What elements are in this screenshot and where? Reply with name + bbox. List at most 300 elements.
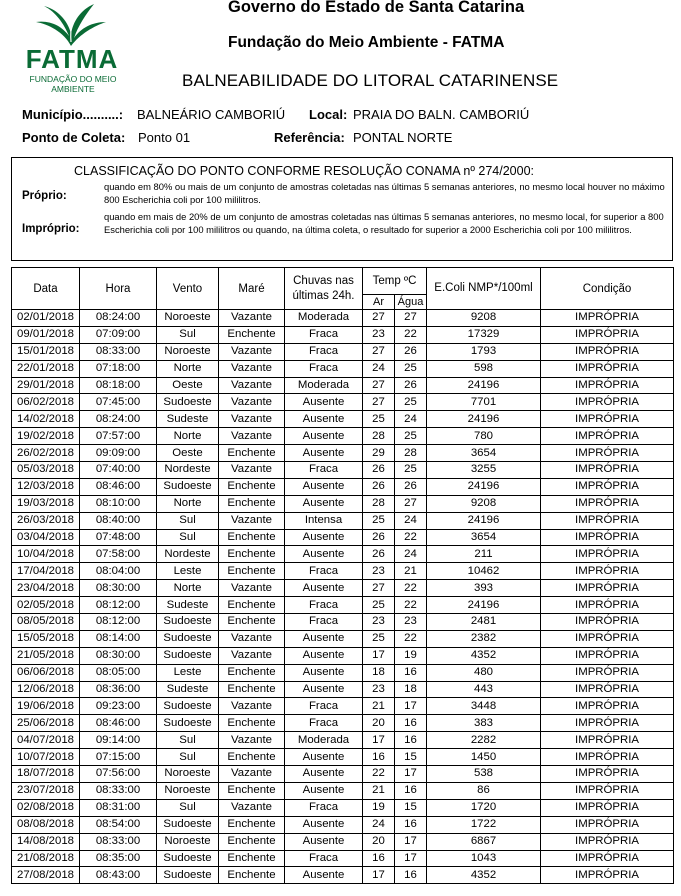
cell-chuvas: Ausente [285, 647, 363, 664]
cell-chuvas: Ausente [285, 816, 363, 833]
cell-ecoli: 2282 [427, 732, 541, 749]
cell-data: 21/08/2018 [12, 850, 80, 867]
cell-condicao: IMPRÓPRIA [541, 867, 674, 884]
cell-temp-agua: 15 [395, 749, 427, 766]
col-header-data: Data [12, 268, 80, 310]
cell-vento: Norte [157, 360, 219, 377]
cell-vento: Sudoeste [157, 698, 219, 715]
cell-ecoli: 780 [427, 428, 541, 445]
cell-condicao: IMPRÓPRIA [541, 512, 674, 529]
cell-ecoli: 3654 [427, 529, 541, 546]
table-row [12, 766, 674, 783]
cell-temp-ar: 29 [363, 445, 395, 462]
cell-chuvas: Fraca [285, 360, 363, 377]
table-row [12, 782, 674, 799]
proprio-text: quando em 80% ou mais de um conjunto de amostras coletadas nas últimas 5 semanas anteriores, no mesmo local houver no máximo 800 Escherichia coli por 100 mililitros. [104, 181, 665, 205]
cell-chuvas: Ausente [285, 478, 363, 495]
cell-chuvas: Ausente [285, 766, 363, 783]
cell-vento: Leste [157, 664, 219, 681]
cell-vento: Oeste [157, 445, 219, 462]
cell-mare: Vazante [219, 394, 285, 411]
cell-temp-agua: 28 [395, 445, 427, 462]
cell-temp-ar: 26 [363, 462, 395, 479]
cell-data: 04/07/2018 [12, 732, 80, 749]
table-row [12, 326, 674, 343]
cell-temp-ar: 25 [363, 597, 395, 614]
cell-temp-ar: 27 [363, 343, 395, 360]
cell-temp-ar: 26 [363, 546, 395, 563]
cell-condicao: IMPRÓPRIA [541, 310, 674, 327]
cell-temp-ar: 20 [363, 715, 395, 732]
cell-chuvas: Fraca [285, 799, 363, 816]
cell-vento: Sul [157, 529, 219, 546]
table-row [12, 850, 674, 867]
cell-hora: 08:14:00 [80, 630, 157, 647]
table-row [12, 681, 674, 698]
cell-condicao: IMPRÓPRIA [541, 732, 674, 749]
cell-mare: Enchente [219, 749, 285, 766]
cell-condicao: IMPRÓPRIA [541, 411, 674, 428]
cell-condicao: IMPRÓPRIA [541, 833, 674, 850]
cell-temp-ar: 28 [363, 428, 395, 445]
cell-chuvas: Ausente [285, 428, 363, 445]
cell-condicao: IMPRÓPRIA [541, 360, 674, 377]
cell-hora: 08:33:00 [80, 782, 157, 799]
cell-chuvas: Moderada [285, 732, 363, 749]
cell-condicao: IMPRÓPRIA [541, 749, 674, 766]
cell-ecoli: 24196 [427, 512, 541, 529]
cell-ecoli: 3654 [427, 445, 541, 462]
referencia-value: PONTAL NORTE [353, 130, 453, 145]
improprio-label: Impróprio: [22, 223, 80, 235]
cell-chuvas: Ausente [285, 445, 363, 462]
ponto-row [22, 130, 125, 145]
cell-hora: 07:57:00 [80, 428, 157, 445]
cell-data: 21/05/2018 [12, 647, 80, 664]
cell-data: 02/05/2018 [12, 597, 80, 614]
cell-mare: Vazante [219, 310, 285, 327]
cell-mare: Vazante [219, 732, 285, 749]
table-row [12, 715, 674, 732]
cell-vento: Sudoeste [157, 478, 219, 495]
cell-mare: Enchente [219, 445, 285, 462]
cell-mare: Enchente [219, 326, 285, 343]
cell-chuvas: Ausente [285, 867, 363, 884]
cell-temp-ar: 21 [363, 698, 395, 715]
cell-ecoli: 24196 [427, 377, 541, 394]
cell-condicao: IMPRÓPRIA [541, 462, 674, 479]
cell-mare: Enchente [219, 478, 285, 495]
cell-chuvas: Fraca [285, 563, 363, 580]
cell-data: 05/03/2018 [12, 462, 80, 479]
cell-vento: Sudoeste [157, 647, 219, 664]
cell-temp-ar: 16 [363, 850, 395, 867]
page-title: BALNEABILIDADE DO LITORAL CATARINENSE [182, 71, 559, 90]
cell-temp-ar: 24 [363, 360, 395, 377]
cell-hora: 09:14:00 [80, 732, 157, 749]
cell-temp-ar: 27 [363, 377, 395, 394]
ponto-label: Ponto de Coleta: [22, 130, 126, 145]
cell-data: 12/06/2018 [12, 681, 80, 698]
cell-ecoli: 538 [427, 766, 541, 783]
local-row [309, 107, 347, 122]
cell-temp-agua: 27 [395, 310, 427, 327]
cell-condicao: IMPRÓPRIA [541, 563, 674, 580]
cell-vento: Oeste [157, 377, 219, 394]
improprio-text: quando em mais de 20% de um conjunto de amostras coletadas nas últimas 5 semanas anteriores, no mesmo local, for superior a 800 Escherichia coli por 100 mililitros ou quando, na última coleta, o resultado for superior a 2000 Escherichia coli por 100 mililitros. [104, 211, 664, 235]
cell-temp-agua: 24 [395, 411, 427, 428]
cell-vento: Noroeste [157, 310, 219, 327]
cell-hora: 08:33:00 [80, 833, 157, 850]
cell-hora: 07:48:00 [80, 529, 157, 546]
cell-hora: 08:33:00 [80, 343, 157, 360]
cell-mare: Enchente [219, 495, 285, 512]
cell-vento: Norte [157, 495, 219, 512]
cell-vento: Norte [157, 428, 219, 445]
cell-temp-agua: 17 [395, 766, 427, 783]
cell-ecoli: 24196 [427, 597, 541, 614]
cell-temp-ar: 23 [363, 681, 395, 698]
cell-temp-agua: 16 [395, 782, 427, 799]
cell-temp-agua: 25 [395, 394, 427, 411]
cell-chuvas: Ausente [285, 495, 363, 512]
cell-hora: 08:12:00 [80, 597, 157, 614]
cell-temp-ar: 28 [363, 495, 395, 512]
cell-condicao: IMPRÓPRIA [541, 529, 674, 546]
cell-ecoli: 9208 [427, 310, 541, 327]
cell-vento: Sudeste [157, 411, 219, 428]
cell-data: 02/08/2018 [12, 799, 80, 816]
cell-mare: Enchente [219, 850, 285, 867]
cell-chuvas: Fraca [285, 614, 363, 631]
cell-temp-agua: 26 [395, 377, 427, 394]
cell-mare: Vazante [219, 580, 285, 597]
cell-data: 15/05/2018 [12, 630, 80, 647]
cell-vento: Sudoeste [157, 715, 219, 732]
cell-temp-ar: 26 [363, 529, 395, 546]
table-row [12, 377, 674, 394]
cell-ecoli: 1450 [427, 749, 541, 766]
table-row [12, 580, 674, 597]
cell-temp-agua: 17 [395, 698, 427, 715]
table-row [12, 563, 674, 580]
cell-ecoli: 2382 [427, 630, 541, 647]
cell-ecoli: 1720 [427, 799, 541, 816]
col-header-ar: Ar [363, 295, 395, 310]
brand-subtitle: FUNDAÇÃO DO MEIO AMBIENTE [29, 74, 117, 94]
cell-hora: 08:24:00 [80, 411, 157, 428]
cell-hora: 08:31:00 [80, 799, 157, 816]
cell-data: 03/04/2018 [12, 529, 80, 546]
cell-condicao: IMPRÓPRIA [541, 782, 674, 799]
cell-temp-ar: 22 [363, 766, 395, 783]
cell-data: 02/01/2018 [12, 310, 80, 327]
cell-chuvas: Fraca [285, 698, 363, 715]
cell-data: 23/04/2018 [12, 580, 80, 597]
table-row [12, 343, 674, 360]
cell-chuvas: Ausente [285, 630, 363, 647]
referencia-label: Referência: [274, 130, 345, 145]
cell-mare: Enchente [219, 867, 285, 884]
cell-data: 10/04/2018 [12, 546, 80, 563]
cell-temp-agua: 22 [395, 597, 427, 614]
cell-chuvas: Ausente [285, 546, 363, 563]
cell-ecoli: 4352 [427, 867, 541, 884]
cell-temp-agua: 21 [395, 563, 427, 580]
cell-hora: 07:18:00 [80, 360, 157, 377]
cell-temp-agua: 19 [395, 647, 427, 664]
cell-hora: 08:12:00 [80, 614, 157, 631]
cell-temp-agua: 26 [395, 478, 427, 495]
cell-mare: Vazante [219, 343, 285, 360]
cell-hora: 07:45:00 [80, 394, 157, 411]
cell-vento: Sul [157, 749, 219, 766]
cell-condicao: IMPRÓPRIA [541, 597, 674, 614]
table-row [12, 816, 674, 833]
cell-condicao: IMPRÓPRIA [541, 850, 674, 867]
cell-temp-agua: 24 [395, 512, 427, 529]
table-body [12, 310, 674, 884]
cell-temp-agua: 26 [395, 343, 427, 360]
municipio-row [22, 107, 123, 122]
cell-ecoli: 211 [427, 546, 541, 563]
table-row [12, 749, 674, 766]
cell-temp-ar: 17 [363, 647, 395, 664]
cell-chuvas: Ausente [285, 580, 363, 597]
cell-vento: Sudoeste [157, 630, 219, 647]
col-header-vento: Vento [157, 268, 219, 310]
cell-vento: Norte [157, 580, 219, 597]
table-row [12, 647, 674, 664]
cell-temp-ar: 27 [363, 310, 395, 327]
cell-temp-ar: 25 [363, 411, 395, 428]
cell-temp-agua: 16 [395, 715, 427, 732]
table-row [12, 833, 674, 850]
table-row [12, 614, 674, 631]
cell-chuvas: Ausente [285, 411, 363, 428]
cell-data: 17/04/2018 [12, 563, 80, 580]
cell-ecoli: 4352 [427, 647, 541, 664]
cell-temp-ar: 18 [363, 664, 395, 681]
table-row [12, 310, 674, 327]
cell-ecoli: 9208 [427, 495, 541, 512]
cell-ecoli: 86 [427, 782, 541, 799]
cell-vento: Sudoeste [157, 394, 219, 411]
cell-data: 22/01/2018 [12, 360, 80, 377]
cell-data: 06/02/2018 [12, 394, 80, 411]
table-row [12, 411, 674, 428]
table-row [12, 597, 674, 614]
cell-condicao: IMPRÓPRIA [541, 698, 674, 715]
cell-hora: 08:04:00 [80, 563, 157, 580]
cell-temp-ar: 24 [363, 816, 395, 833]
cell-vento: Sudoeste [157, 850, 219, 867]
cell-data: 14/02/2018 [12, 411, 80, 428]
cell-temp-agua: 22 [395, 630, 427, 647]
cell-mare: Vazante [219, 411, 285, 428]
cell-hora: 09:09:00 [80, 445, 157, 462]
cell-data: 25/06/2018 [12, 715, 80, 732]
cell-data: 06/06/2018 [12, 664, 80, 681]
local-value: PRAIA DO BALN. CAMBORIÚ [353, 107, 530, 122]
cell-data: 29/01/2018 [12, 377, 80, 394]
cell-condicao: IMPRÓPRIA [541, 580, 674, 597]
col-header-chuvas: Chuvas nas últimas 24h. [285, 268, 363, 310]
cell-ecoli: 480 [427, 664, 541, 681]
cell-chuvas: Fraca [285, 597, 363, 614]
cell-chuvas: Fraca [285, 326, 363, 343]
table-row [12, 799, 674, 816]
cell-temp-agua: 17 [395, 850, 427, 867]
cell-vento: Sul [157, 799, 219, 816]
cell-hora: 09:23:00 [80, 698, 157, 715]
cell-vento: Noroeste [157, 833, 219, 850]
classification-box [11, 157, 673, 261]
cell-hora: 08:36:00 [80, 681, 157, 698]
col-header-temp: Temp ºC [363, 268, 427, 295]
cell-chuvas: Ausente [285, 833, 363, 850]
cell-hora: 07:09:00 [80, 326, 157, 343]
cell-mare: Enchente [219, 597, 285, 614]
table-row [12, 428, 674, 445]
cell-hora: 08:30:00 [80, 580, 157, 597]
cell-ecoli: 10462 [427, 563, 541, 580]
cell-condicao: IMPRÓPRIA [541, 816, 674, 833]
cell-mare: Vazante [219, 428, 285, 445]
cell-vento: Sudeste [157, 597, 219, 614]
cell-condicao: IMPRÓPRIA [541, 394, 674, 411]
cell-mare: Vazante [219, 377, 285, 394]
cell-condicao: IMPRÓPRIA [541, 681, 674, 698]
cell-chuvas: Ausente [285, 782, 363, 799]
cell-mare: Enchente [219, 681, 285, 698]
cell-ecoli: 24196 [427, 478, 541, 495]
cell-condicao: IMPRÓPRIA [541, 664, 674, 681]
cell-mare: Enchente [219, 782, 285, 799]
cell-vento: Sudeste [157, 681, 219, 698]
cell-hora: 08:30:00 [80, 647, 157, 664]
cell-temp-ar: 23 [363, 563, 395, 580]
header-government: Governo do Estado de Santa Catarina [228, 0, 525, 16]
cell-mare: Enchente [219, 833, 285, 850]
cell-ecoli: 1043 [427, 850, 541, 867]
cell-ecoli: 2481 [427, 614, 541, 631]
table-row [12, 495, 674, 512]
cell-ecoli: 17329 [427, 326, 541, 343]
cell-temp-agua: 22 [395, 529, 427, 546]
cell-hora: 07:40:00 [80, 462, 157, 479]
cell-temp-agua: 25 [395, 360, 427, 377]
balneabilidade-table [11, 267, 673, 884]
table-row [12, 732, 674, 749]
cell-ecoli: 1793 [427, 343, 541, 360]
cell-temp-agua: 24 [395, 546, 427, 563]
cell-temp-agua: 27 [395, 495, 427, 512]
cell-vento: Noroeste [157, 782, 219, 799]
cell-chuvas: Fraca [285, 850, 363, 867]
cell-vento: Sul [157, 326, 219, 343]
referencia-row [274, 130, 345, 145]
cell-mare: Enchente [219, 715, 285, 732]
cell-ecoli: 598 [427, 360, 541, 377]
table-row [12, 698, 674, 715]
cell-temp-agua: 15 [395, 799, 427, 816]
cell-temp-agua: 25 [395, 428, 427, 445]
cell-mare: Vazante [219, 799, 285, 816]
cell-chuvas: Fraca [285, 462, 363, 479]
cell-condicao: IMPRÓPRIA [541, 715, 674, 732]
cell-temp-ar: 27 [363, 394, 395, 411]
cell-temp-agua: 18 [395, 681, 427, 698]
col-header-hora: Hora [80, 268, 157, 310]
cell-chuvas: Ausente [285, 749, 363, 766]
table-row [12, 394, 674, 411]
cell-vento: Nordeste [157, 462, 219, 479]
cell-hora: 07:58:00 [80, 546, 157, 563]
cell-temp-ar: 16 [363, 749, 395, 766]
cell-mare: Enchente [219, 563, 285, 580]
cell-mare: Vazante [219, 512, 285, 529]
cell-temp-agua: 22 [395, 326, 427, 343]
cell-data: 23/07/2018 [12, 782, 80, 799]
ponto-value: Ponto 01 [138, 130, 191, 145]
cell-chuvas: Fraca [285, 343, 363, 360]
cell-temp-ar: 21 [363, 782, 395, 799]
cell-vento: Sul [157, 732, 219, 749]
cell-data: 10/07/2018 [12, 749, 80, 766]
cell-ecoli: 393 [427, 580, 541, 597]
col-header-mare: Maré [219, 268, 285, 310]
cell-hora: 08:54:00 [80, 816, 157, 833]
cell-condicao: IMPRÓPRIA [541, 495, 674, 512]
local-label: Local: [309, 107, 348, 122]
cell-vento: Sudoeste [157, 614, 219, 631]
proprio-label: Próprio: [22, 190, 67, 202]
cell-mare: Enchente [219, 664, 285, 681]
table-row [12, 512, 674, 529]
cell-mare: Vazante [219, 360, 285, 377]
cell-temp-ar: 26 [363, 478, 395, 495]
municipio-label: Município..........: [22, 107, 124, 122]
cell-condicao: IMPRÓPRIA [541, 546, 674, 563]
cell-data: 15/01/2018 [12, 343, 80, 360]
cell-condicao: IMPRÓPRIA [541, 377, 674, 394]
cell-data: 14/08/2018 [12, 833, 80, 850]
cell-mare: Enchente [219, 529, 285, 546]
table-row [12, 664, 674, 681]
cell-condicao: IMPRÓPRIA [541, 614, 674, 631]
cell-data: 19/03/2018 [12, 495, 80, 512]
table-row [12, 630, 674, 647]
cell-hora: 08:40:00 [80, 512, 157, 529]
cell-condicao: IMPRÓPRIA [541, 799, 674, 816]
cell-data: 19/06/2018 [12, 698, 80, 715]
cell-temp-agua: 23 [395, 614, 427, 631]
cell-hora: 08:35:00 [80, 850, 157, 867]
cell-temp-ar: 23 [363, 614, 395, 631]
cell-vento: Sudoeste [157, 867, 219, 884]
cell-data: 26/02/2018 [12, 445, 80, 462]
table-row [12, 445, 674, 462]
cell-hora: 08:46:00 [80, 478, 157, 495]
table-row [12, 546, 674, 563]
cell-condicao: IMPRÓPRIA [541, 326, 674, 343]
table-row [12, 462, 674, 479]
cell-data: 27/08/2018 [12, 867, 80, 884]
cell-condicao: IMPRÓPRIA [541, 343, 674, 360]
cell-vento: Nordeste [157, 546, 219, 563]
cell-condicao: IMPRÓPRIA [541, 428, 674, 445]
